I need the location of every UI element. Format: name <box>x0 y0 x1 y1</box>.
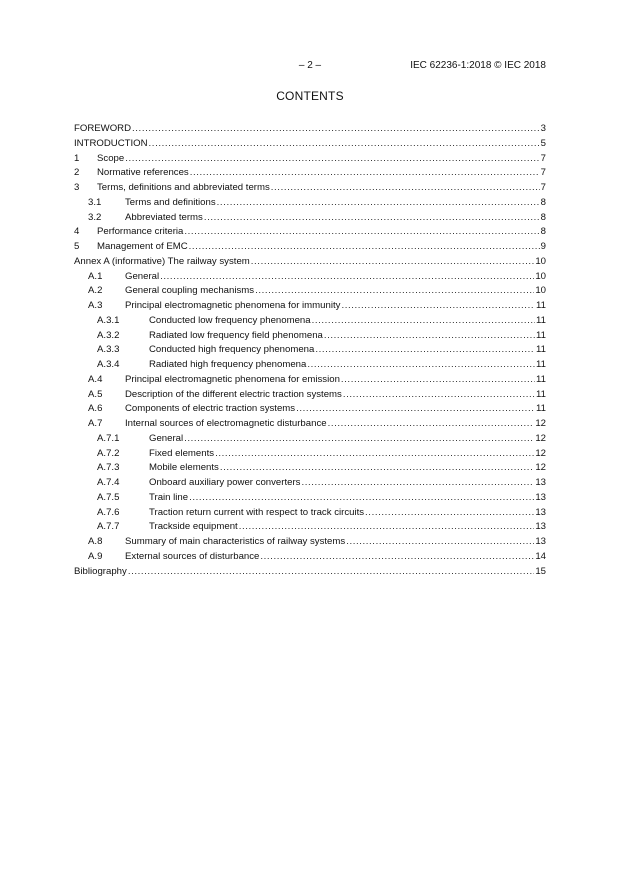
toc-entry-number: 3.2 <box>88 211 102 223</box>
toc-leader-dots <box>315 343 535 358</box>
toc-entry-page: 8 <box>540 196 546 208</box>
toc-entry-page: 11 <box>536 388 546 400</box>
toc-entry-label: General <box>149 432 184 444</box>
toc-leader-dots <box>260 550 534 565</box>
toc-entry-label: Train line <box>149 491 189 503</box>
toc-entry[interactable] <box>74 432 546 447</box>
toc-entry-number: A.7.6 <box>97 506 120 518</box>
toc-entry[interactable] <box>74 240 546 255</box>
toc-entry-number: A.7.7 <box>97 521 120 533</box>
toc-leader-dots <box>343 388 535 403</box>
toc-leader-dots <box>346 535 534 550</box>
toc-entry[interactable] <box>74 284 546 299</box>
toc-entry-page: 11 <box>536 344 546 356</box>
toc-entry-page: 12 <box>535 432 546 444</box>
toc-entry-number: 2 <box>74 167 80 179</box>
standard-reference: IEC 62236-1:2018 © IEC 2018 <box>410 60 546 71</box>
toc-entry-label: Scope <box>97 152 125 164</box>
toc-entry-page: 11 <box>536 359 546 370</box>
toc-leader-dots <box>220 461 534 476</box>
toc-entry-page: 11 <box>536 373 546 385</box>
toc-entry-page: 10 <box>535 270 546 282</box>
toc-entry[interactable] <box>74 196 546 211</box>
toc-entry[interactable] <box>74 329 546 344</box>
toc-entry-number: A.3.3 <box>97 344 120 356</box>
toc-leader-dots <box>251 255 535 270</box>
toc-entry-page: 14 <box>535 550 546 562</box>
toc-entry-label: Performance criteria <box>97 226 184 238</box>
toc-entry-number: A.7.4 <box>97 477 120 488</box>
toc-leader-dots <box>184 432 534 447</box>
toc-entry[interactable] <box>74 417 546 432</box>
toc-leader-dots <box>312 314 535 329</box>
toc-entry-number: A.5 <box>88 388 103 400</box>
toc-leader-dots <box>271 181 540 196</box>
toc-entry-label: Trackside equipment <box>149 521 238 533</box>
toc-entry[interactable] <box>74 373 546 388</box>
toc-entry[interactable] <box>74 491 546 506</box>
toc-entry-number: 5 <box>74 241 80 252</box>
toc-entry-number: A.7 <box>88 418 103 429</box>
toc-entry[interactable] <box>74 535 546 550</box>
toc-entry-page: 8 <box>540 226 546 238</box>
toc-entry[interactable] <box>74 152 546 167</box>
toc-leader-dots <box>307 358 535 373</box>
toc-entry-number: A.3.4 <box>97 359 120 370</box>
toc-entry-label: Terms and definitions <box>125 196 216 208</box>
toc-entry-page: 11 <box>536 329 546 341</box>
toc-entry-label: Components of electric traction systems <box>125 403 296 415</box>
toc-entry-page: 7 <box>540 182 546 193</box>
toc-entry-label: Bibliography <box>74 565 127 577</box>
toc-entry-number: A.7.2 <box>97 447 120 459</box>
toc-entry[interactable] <box>74 565 546 580</box>
toc-leader-dots <box>365 506 534 521</box>
toc-entry[interactable] <box>74 447 546 462</box>
toc-entry[interactable] <box>74 122 546 137</box>
toc-leader-dots <box>239 520 535 535</box>
toc-entry-label: Terms, definitions and abbreviated terms <box>97 182 270 193</box>
toc-entry-label: FOREWORD <box>74 123 132 134</box>
toc-entry-page: 5 <box>540 137 546 149</box>
toc-entry-page: 12 <box>535 447 546 459</box>
toc-entry-number: 4 <box>74 226 80 238</box>
toc-entry[interactable] <box>74 255 546 270</box>
toc-entry-label: Annex A (informative) The railway system <box>74 255 250 267</box>
toc-entry-page: 10 <box>535 255 546 267</box>
page-number: – 2 – <box>298 60 322 71</box>
toc-entry[interactable] <box>74 343 546 358</box>
toc-leader-dots <box>341 373 535 388</box>
toc-entry-page: 12 <box>535 418 546 429</box>
toc-leader-dots <box>324 329 535 344</box>
toc-entry-page: 15 <box>535 565 546 577</box>
toc-entry-page: 12 <box>535 462 546 474</box>
table-of-contents <box>74 122 546 579</box>
toc-leader-dots <box>204 211 540 226</box>
toc-leader-dots <box>149 137 540 152</box>
toc-leader-dots <box>189 491 534 506</box>
toc-entry-page: 11 <box>536 314 546 326</box>
toc-entry-label: General <box>125 270 160 282</box>
toc-entry-label: Conducted low frequency phenomena <box>149 314 311 326</box>
toc-leader-dots <box>160 270 534 285</box>
toc-entry[interactable] <box>74 270 546 285</box>
toc-leader-dots <box>341 299 535 314</box>
toc-entry-label: External sources of disturbance <box>125 550 260 562</box>
toc-entry[interactable] <box>74 314 546 329</box>
toc-entry[interactable] <box>74 211 546 226</box>
toc-entry[interactable] <box>74 506 546 521</box>
toc-entry[interactable] <box>74 388 546 403</box>
toc-entry-number: A.3.2 <box>97 329 120 341</box>
toc-entry-label: Onboard auxiliary power converters <box>149 477 301 488</box>
toc-entry[interactable] <box>74 137 546 152</box>
toc-leader-dots <box>125 152 539 167</box>
toc-leader-dots <box>189 240 540 255</box>
toc-leader-dots <box>132 122 540 137</box>
toc-entry-number: A.7.1 <box>97 432 120 444</box>
contents-title: CONTENTS <box>276 89 344 103</box>
toc-entry-number: 3 <box>74 182 80 193</box>
toc-entry-label: Principal electromagnetic phenomena for emission <box>125 373 340 385</box>
toc-entry-page: 13 <box>535 477 546 488</box>
toc-entry-number: A.2 <box>88 285 103 297</box>
toc-entry-number: A.7.5 <box>97 491 120 503</box>
toc-entry-page: 11 <box>536 403 546 415</box>
toc-entry-label: Mobile elements <box>149 462 219 474</box>
toc-entry-label: Conducted high frequency phenomena <box>149 344 315 356</box>
toc-entry-page: 7 <box>540 167 546 179</box>
toc-leader-dots <box>296 402 535 417</box>
toc-entry-label: Internal sources of electromagnetic disturbance <box>125 418 327 429</box>
toc-entry-label: Principal electromagnetic phenomena for immunity <box>125 300 341 311</box>
toc-leader-dots <box>255 284 534 299</box>
toc-entry-number: A.1 <box>88 270 103 282</box>
toc-entry[interactable] <box>74 166 546 181</box>
toc-entry-label: Radiated low frequency field phenomena <box>149 329 323 341</box>
toc-entry[interactable] <box>74 299 546 314</box>
toc-entry[interactable] <box>74 550 546 565</box>
toc-entry-page: 13 <box>535 536 546 547</box>
toc-entry-label: Abbreviated terms <box>125 211 203 223</box>
toc-entry[interactable] <box>74 461 546 476</box>
toc-entry-label: Description of the different electric traction systems <box>125 388 342 400</box>
toc-entry-number: A.6 <box>88 403 103 415</box>
toc-entry-number: A.7.3 <box>97 462 120 474</box>
toc-entry-label: Normative references <box>97 167 189 179</box>
toc-entry-label: Summary of main characteristics of railway systems <box>125 536 346 547</box>
toc-leader-dots <box>301 476 534 491</box>
toc-entry-page: 13 <box>535 506 546 518</box>
toc-entry-number: 1 <box>74 152 80 164</box>
toc-entry[interactable] <box>74 181 546 196</box>
toc-entry-page: 13 <box>535 521 546 533</box>
toc-entry-label: INTRODUCTION <box>74 137 148 149</box>
toc-entry-label: Fixed elements <box>149 447 215 459</box>
toc-entry[interactable] <box>74 358 546 373</box>
toc-entry[interactable] <box>74 520 546 535</box>
toc-entry-page: 8 <box>540 211 546 223</box>
toc-leader-dots <box>184 225 539 240</box>
toc-entry[interactable] <box>74 225 546 240</box>
toc-entry-page: 13 <box>535 491 546 503</box>
toc-entry-page: 9 <box>540 241 546 252</box>
toc-entry-page: 3 <box>540 123 546 134</box>
toc-entry-label: General coupling mechanisms <box>125 285 255 297</box>
toc-entry-number: A.4 <box>88 373 103 385</box>
toc-leader-dots <box>128 565 535 580</box>
toc-entry-label: Traction return current with respect to track circuits <box>149 506 365 518</box>
toc-leader-dots <box>215 447 534 462</box>
toc-entry-page: 10 <box>535 285 546 297</box>
toc-entry-number: A.8 <box>88 536 103 547</box>
toc-entry-label: Radiated high frequency phenomena <box>149 359 307 370</box>
toc-entry-page: 11 <box>536 300 546 311</box>
toc-leader-dots <box>217 196 540 211</box>
toc-entry-page: 7 <box>540 152 546 164</box>
toc-entry-number: A.3.1 <box>97 314 120 326</box>
toc-entry[interactable] <box>74 476 546 491</box>
toc-entry-number: A.9 <box>88 550 103 562</box>
toc-entry-number: 3.1 <box>88 196 102 208</box>
toc-entry-number: A.3 <box>88 300 103 311</box>
toc-entry[interactable] <box>74 402 546 417</box>
toc-entry-label: Management of EMC <box>97 241 188 252</box>
toc-leader-dots <box>328 417 535 432</box>
toc-leader-dots <box>190 166 540 181</box>
